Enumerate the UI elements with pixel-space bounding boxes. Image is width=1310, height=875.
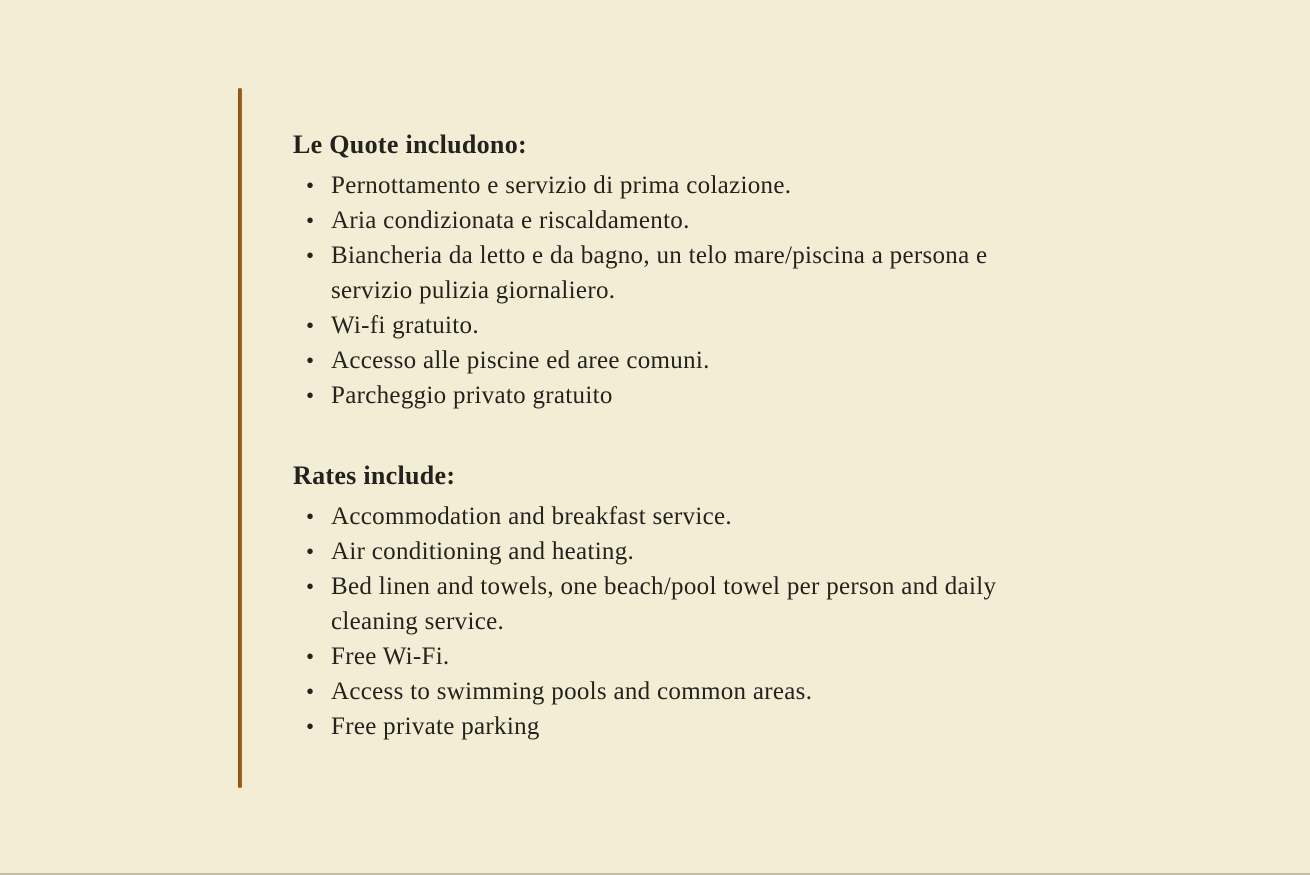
list-item: • Accommodation and breakfast service. [331, 499, 1030, 534]
list-item: • Free private parking [331, 709, 1030, 744]
list-item: • Biancheria da letto e da bagno, un telo mare/piscina a persona e servizio pulizia giornaliero. [331, 238, 1030, 308]
list-item: • Bed linen and towels, one beach/pool towel per person and daily cleaning service. [331, 569, 1030, 639]
bullet-list-italian [293, 168, 1030, 413]
bullet-list-english [293, 499, 1030, 744]
section-rates-italian [293, 128, 1030, 413]
list-item: • Air conditioning and heating. [331, 534, 1030, 569]
section-heading-italian: Le Quote includono: [293, 130, 527, 159]
list-item: • Accesso alle piscine ed aree comuni. [331, 343, 1030, 378]
accent-divider-line [238, 88, 242, 788]
section-heading-english: Rates include: [293, 461, 456, 490]
list-item: • Access to swimming pools and common areas. [331, 674, 1030, 709]
list-item: • Wi-fi gratuito. [331, 308, 1030, 343]
list-item: • Free Wi-Fi. [331, 639, 1030, 674]
list-item: • Pernottamento e servizio di prima colazione. [331, 168, 1030, 203]
list-item: • Parcheggio privato gratuito [331, 378, 1030, 413]
content [293, 128, 1030, 744]
section-rates-english [293, 459, 1030, 744]
list-item: • Aria condizionata e riscaldamento. [331, 203, 1030, 238]
